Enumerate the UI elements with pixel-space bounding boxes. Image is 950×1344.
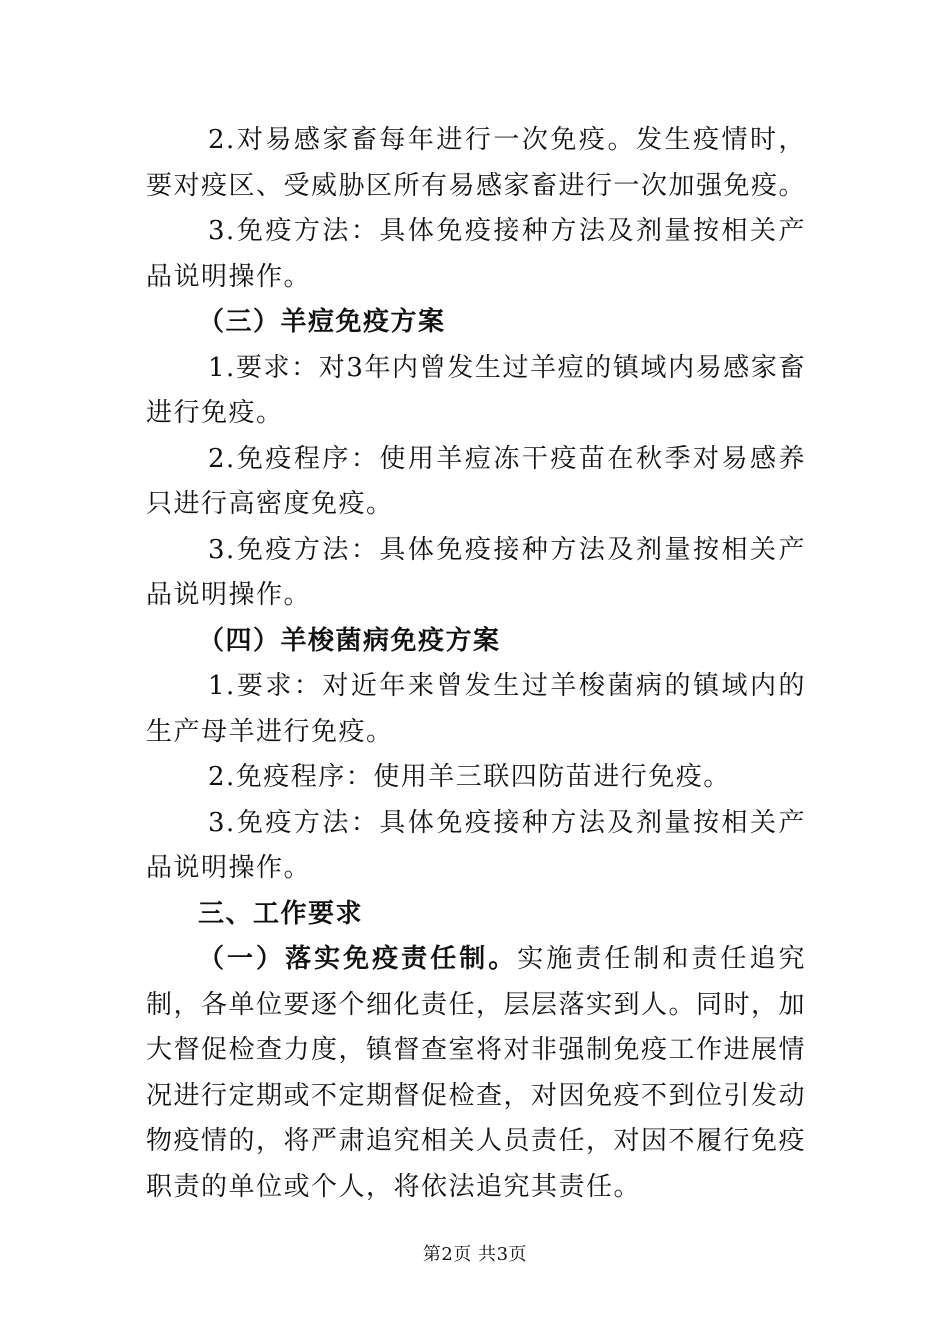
responsibility-lead: （一）落实免疫责任制。 [198,944,518,974]
paragraph-responsibility-system [146,937,806,1210]
paragraph-sheep-pox-requirement: 1.要求：对3年内曾发生过羊痘的镇域内易感家畜进行免疫。 [146,352,806,428]
paragraph-immunization-method: 3.免疫方法：具体免疫接种方法及剂量按相关产品说明操作。 [146,216,806,292]
responsibility-body: 实施责任制和责任追究制，各单位要逐个细化责任，层层落实到人。同时，加大督促检查力度，镇督查室将对非强制免疫工作进展情况进行定期或不定期督促检查，对因免疫不到位引发动物疫情的，将严肃追究相关人员责任，对因不履行免疫职责的单位或个人，将依法追究其责任。 [146,944,807,1202]
paragraph-sheep-pox-procedure: 2.免疫程序：使用羊痘冻干疫苗在秋季对易感养只进行高密度免疫。 [146,443,806,519]
document-body [146,118,806,1210]
paragraph-clostridial-method: 3.免疫方法：具体免疫接种方法及剂量按相关产品说明操作。 [146,807,806,883]
paragraph-clostridial-procedure: 2.免疫程序：使用羊三联四防苗进行免疫。 [208,762,731,792]
paragraph-immunize-yearly: 2.对易感家畜每年进行一次免疫。发生疫情时，要对疫区、受威胁区所有易感家畜进行一次加强免疫。 [146,125,807,201]
section-heading-clostridial: （四）羊梭菌病免疫方案 [198,625,501,656]
paragraph-clostridial-requirement: 1.要求：对近年来曾发生过羊梭菌病的镇域内的生产母羊进行免疫。 [146,671,806,747]
paragraph-sheep-pox-method: 3.免疫方法：具体免疫接种方法及剂量按相关产品说明操作。 [146,534,806,610]
section-heading-sheep-pox: （三）羊痘免疫方案 [198,307,446,337]
section-heading-work-requirements: 三、工作要求 [198,898,364,929]
page-footer: 第2页 共3页 [422,1244,528,1265]
